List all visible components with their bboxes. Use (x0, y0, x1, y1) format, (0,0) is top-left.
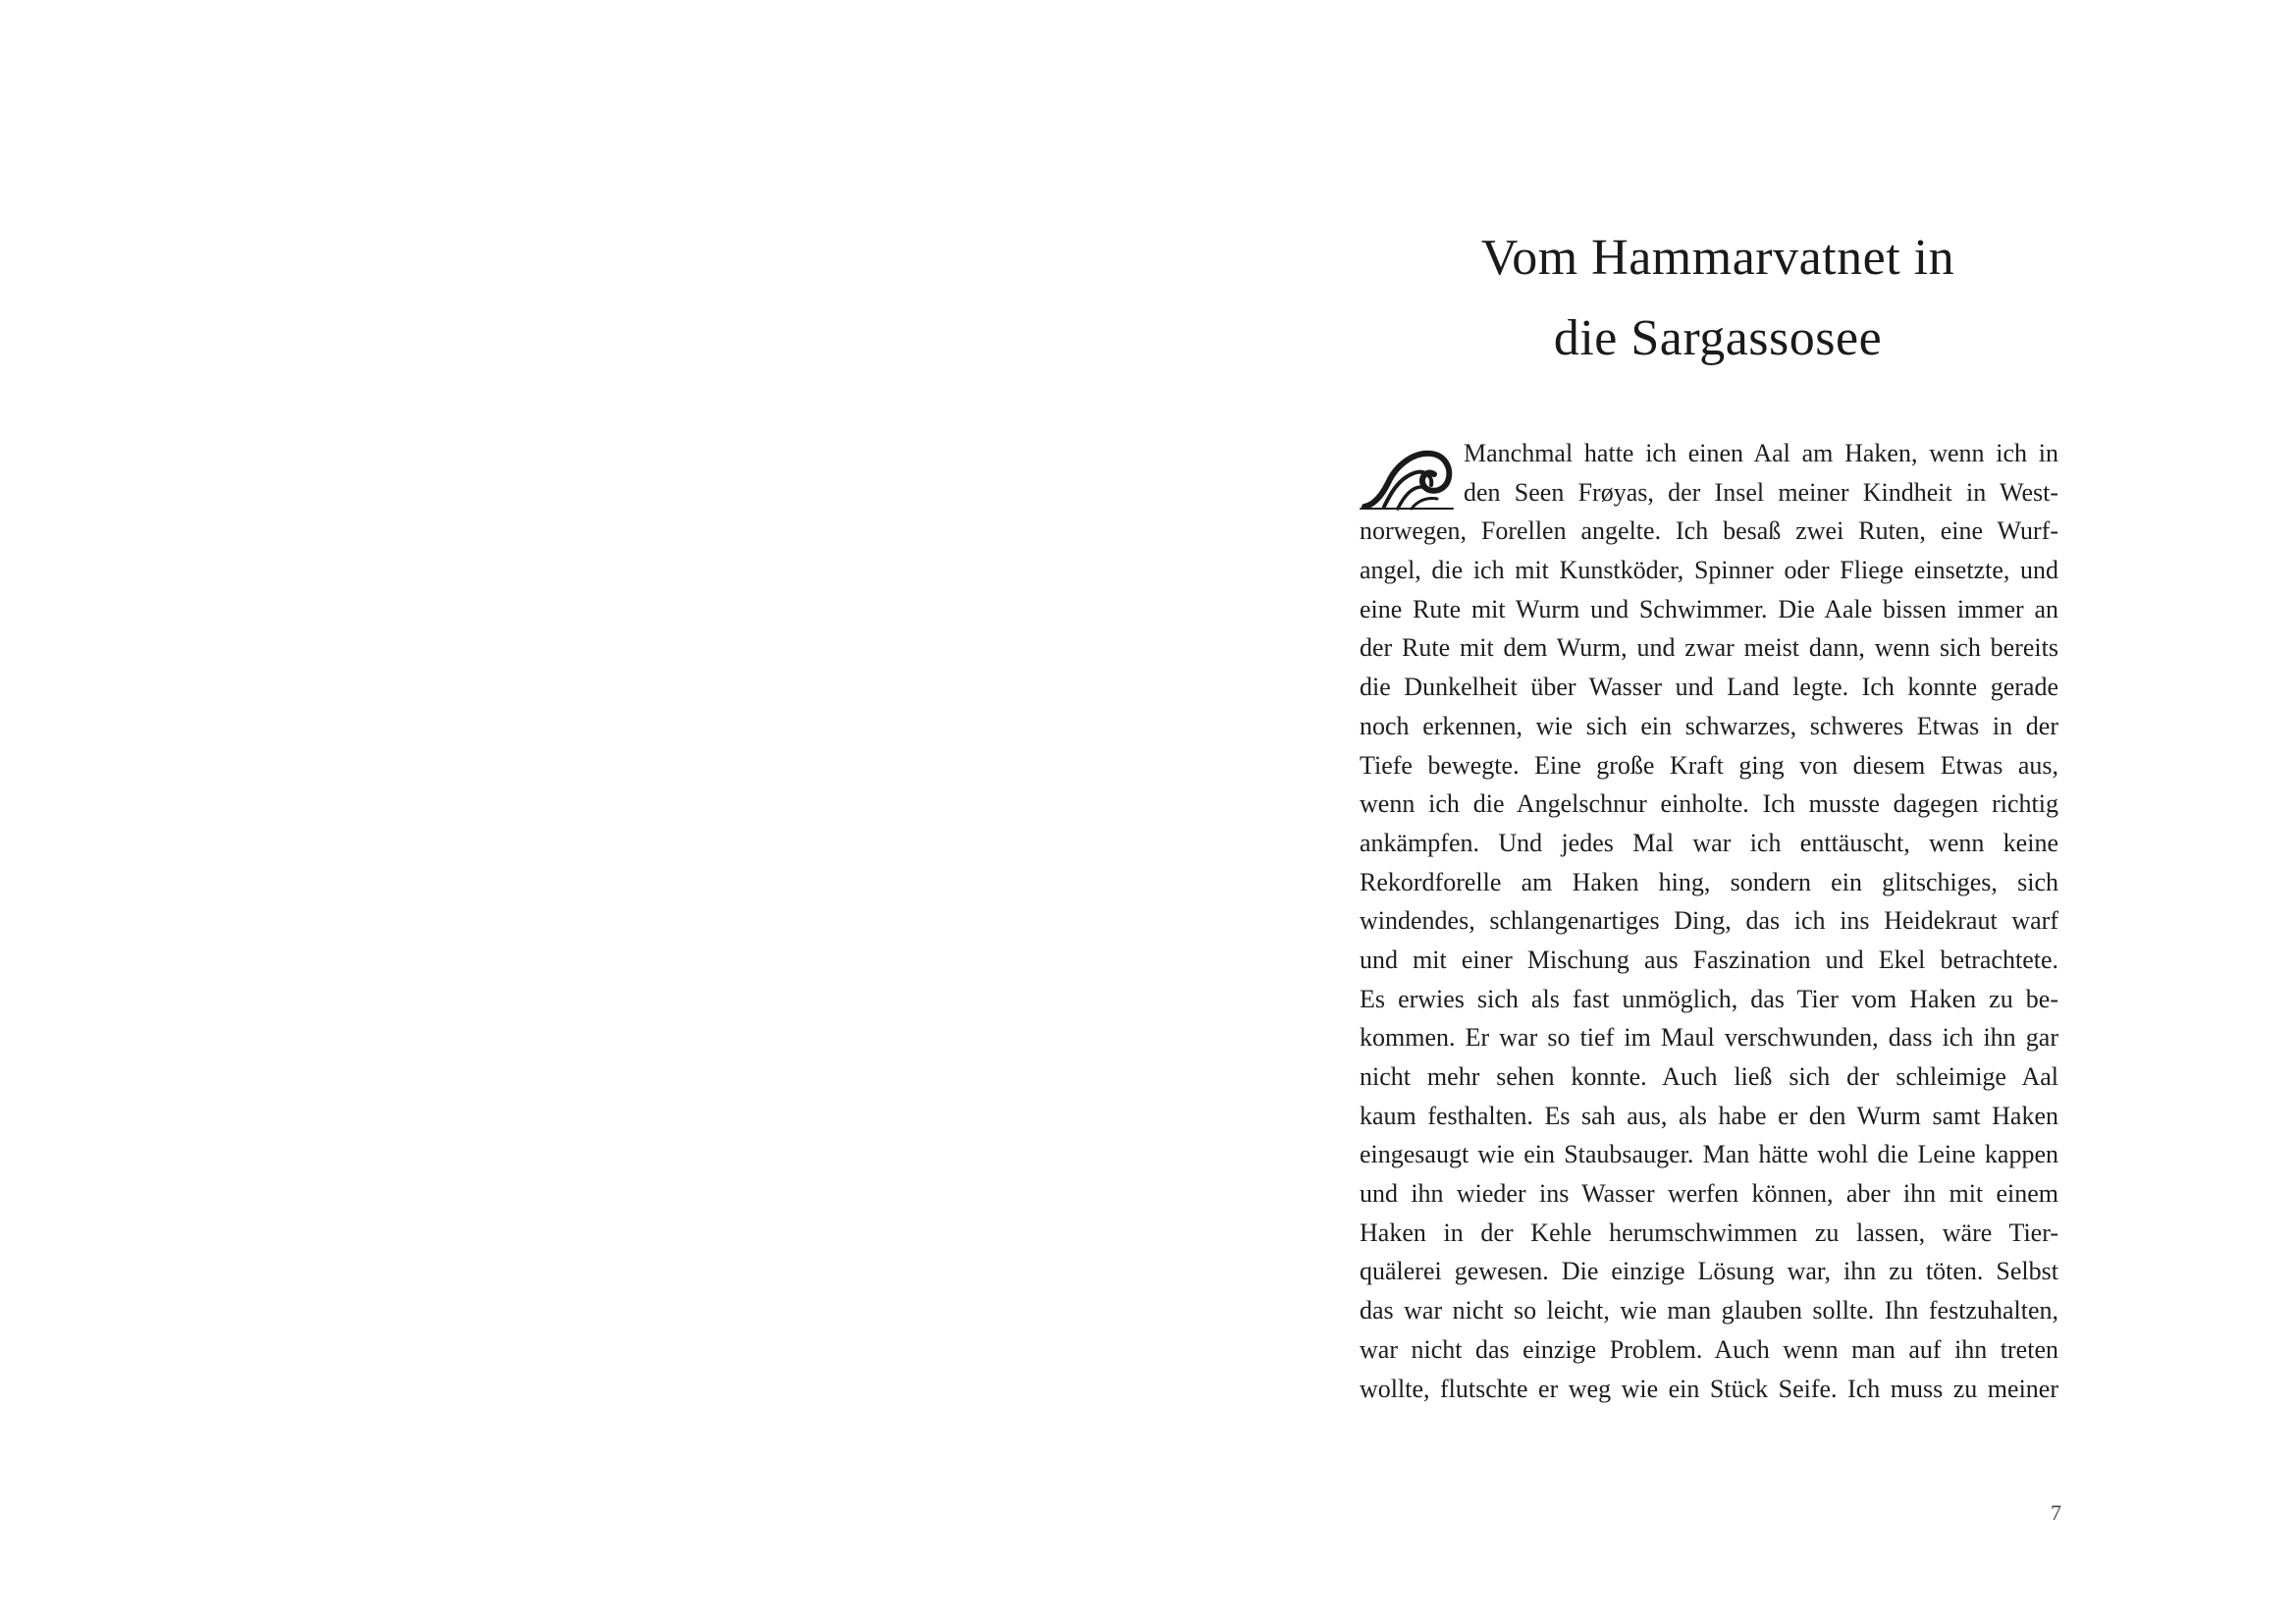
text-line: den Seen Frøyas, der Insel meiner Kindheit in West- (1464, 477, 2058, 507)
chapter-title-line-1: Vom Hammarvatnet in (1480, 230, 1955, 286)
text-line: noch erkennen, wie sich ein schwarzes, schweres Etwas in der (1360, 711, 2058, 740)
chapter-title-line-2: die Sargassosee (1553, 310, 1883, 366)
text-line: kaum festhalten. Es sah aus, als habe er den Wurm samt Haken (1360, 1101, 2058, 1130)
text-line: ankämpfen. Und jedes Mal war ich enttäuscht, wenn keine (1360, 828, 2058, 857)
text-line: Es erwies sich als fast unmöglich, das Tier vom Haken zu be- (1360, 984, 2058, 1013)
chapter-title (1296, 218, 2140, 379)
text-line: wenn ich die Angelschnur einholte. Ich musste dagegen richtig (1360, 789, 2058, 819)
text-line: war nicht das einzige Problem. Auch wenn man auf ihn treten (1360, 1334, 2058, 1364)
text-line: quälerei gewesen. Die einzige Lösung war, ihn zu töten. Selbst (1360, 1257, 2058, 1286)
text-line: die Dunkelheit über Wasser und Land legte. Ich konnte gerade (1360, 673, 2058, 702)
chapter-body-text (1360, 434, 2058, 1408)
page-number: 7 (2051, 1500, 2061, 1525)
text-line: wollte, flutschte er weg wie ein Stück Seife. Ich muss zu meiner (1360, 1374, 2058, 1403)
text-line: windendes, schlangenartiges Ding, das ich ins Heidekraut warf (1360, 906, 2058, 936)
text-line: Manchmal hatte ich einen Aal am Haken, wenn ich in (1464, 439, 2058, 467)
text-line: norwegen, Forellen angelte. Ich besaß zwei Ruten, eine Wurf- (1360, 516, 2058, 546)
text-line: Tiefe bewegte. Eine große Kraft ging von diesem Etwas aus, (1360, 750, 2058, 780)
text-line: und ihn wieder ins Wasser werfen können, aber ihn mit einem (1360, 1179, 2058, 1209)
text-line: kommen. Er war so tief im Maul verschwunden, dass ich ihn gar (1360, 1023, 2058, 1053)
text-line: Rekordforelle am Haken hing, sondern ein glitschiges, sich (1360, 867, 2058, 896)
text-line: angel, die ich mit Kunstköder, Spinner oder Fliege einsetzte, und (1360, 556, 2058, 585)
text-line: Haken in der Kehle herumschwimmen zu lassen, wäre Tier- (1360, 1218, 2058, 1247)
text-line: und mit einer Mischung aus Faszination und Ekel betrachtete. (1360, 945, 2058, 974)
text-line: das war nicht so leicht, wie man glauben sollte. Ihn festzuhalten, (1360, 1296, 2058, 1326)
text-line: eingesaugt wie ein Staubsauger. Man hätte wohl die Leine kappen (1360, 1140, 2058, 1169)
text-line: eine Rute mit Wurm und Schwimmer. Die Aale bissen immer an (1360, 594, 2058, 623)
text-line: der Rute mit dem Wurm, und zwar meist dann, wenn sich bereits (1360, 633, 2058, 663)
text-line: nicht mehr sehen konnte. Auch ließ sich der schleimige Aal (1360, 1062, 2058, 1091)
